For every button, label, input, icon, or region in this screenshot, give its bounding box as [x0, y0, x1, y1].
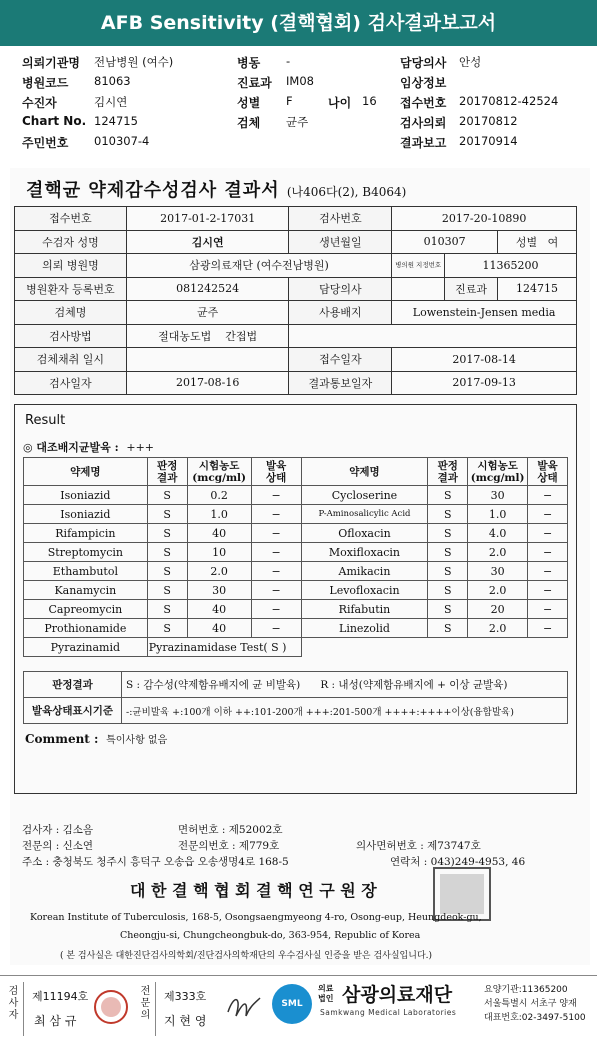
value-chart-no: 124715 — [94, 114, 138, 128]
drug-name: Levofloxacin — [301, 581, 428, 600]
info-cell: 사용배지 — [289, 301, 392, 325]
growth-std-label: 발육상태표시기준 — [24, 698, 122, 724]
specialist-no: 전문의번호 : 제779호 — [178, 840, 280, 852]
info-cell: 2017-09-13 — [392, 371, 577, 395]
comment: Comment : 특이사항 없음 — [25, 732, 168, 746]
drug-name: Pyrazinamid — [24, 638, 148, 657]
info-table — [14, 206, 577, 395]
info-cell: 11365200 — [445, 254, 577, 278]
tester-line: 검사자 : 김소음 — [22, 824, 94, 836]
info-cell: 검체명 — [15, 301, 127, 325]
result-cell: − — [251, 600, 301, 619]
result-cell: S — [147, 562, 187, 581]
label-institution: 의뢰기관명 — [22, 56, 80, 70]
result-cell: − — [251, 543, 301, 562]
drug-name: Kanamycin — [24, 581, 148, 600]
info-cell: 접수번호 — [15, 207, 127, 231]
drug-name: Ofloxacin — [301, 524, 428, 543]
label-sex: 성별 — [237, 96, 261, 110]
organization-name: 대 한 결 핵 협 회 결 핵 연 구 원 장 — [130, 881, 377, 900]
address-line: 주소 : 충청북도 청주시 흥덕구 오송읍 오송생명4로 168-5 — [22, 856, 289, 868]
result-table — [23, 457, 568, 657]
drug-name: Ethambutol — [24, 562, 148, 581]
drug-name: Streptomycin — [24, 543, 148, 562]
result-cell: S — [147, 486, 187, 505]
label-ward: 병동 — [237, 56, 261, 70]
growth-std-text: -:균비발육 +:100개 이하 ++:101-200개 +++:201-500개 ++++:++++이상(융합발육) — [122, 698, 568, 724]
info-cell: 병원환자 등록번호 — [15, 277, 127, 301]
result-label: Result — [25, 413, 66, 428]
result-cell: − — [251, 562, 301, 581]
result-cell: 30 — [468, 562, 528, 581]
result-cell: 2.0 — [468, 581, 528, 600]
result-cell: S — [428, 486, 468, 505]
result-row — [24, 543, 568, 562]
result-cell: − — [528, 543, 568, 562]
label-report-date: 결과보고 — [400, 136, 447, 150]
drug-name: Isoniazid — [24, 486, 148, 505]
english-address-1: Korean Institute of Tuberculosis, 168-5, Osongsaengmyeong 4-ro, Osong-eup, Heungdeok-gu, — [30, 912, 482, 923]
value-doctor: 안성 — [459, 55, 482, 69]
result-cell: S — [147, 524, 187, 543]
result-cell: 40 — [187, 600, 251, 619]
drug-name: Rifabutin — [301, 600, 428, 619]
scanned-report — [10, 168, 590, 965]
info-cell: 2017-08-14 — [392, 348, 577, 372]
label-specimen: 검체 — [237, 116, 261, 130]
judge-label: 판정결과 — [24, 672, 122, 698]
result-cell: S — [147, 600, 187, 619]
info-row — [15, 230, 577, 254]
result-cell: 10 — [187, 543, 251, 562]
result-header-cell: 발육 상태 — [528, 458, 568, 486]
value-age: 16 — [362, 94, 377, 108]
footer-specialist-name: 지 현 영 — [164, 1014, 207, 1028]
info-cell: 생년월일 — [289, 230, 392, 254]
label-receipt-no: 접수번호 — [400, 96, 447, 110]
result-cell: − — [528, 619, 568, 638]
value-sex: F — [286, 94, 293, 108]
result-cell: S — [428, 505, 468, 524]
label-department: 진료과 — [237, 76, 272, 90]
label-clinical-info: 임상정보 — [400, 76, 447, 90]
result-cell: 2.0 — [468, 619, 528, 638]
value-institution: 전남병원 (여수) — [94, 55, 174, 69]
result-cell: − — [251, 581, 301, 600]
info-cell — [392, 277, 445, 301]
value-department: IM08 — [286, 74, 314, 88]
label-hospital-code: 병원코드 — [22, 76, 69, 90]
info-cell: 2017-01-2-17031 — [126, 207, 289, 231]
drug-name: Linezolid — [301, 619, 428, 638]
label-doctor: 담당의사 — [400, 56, 447, 70]
result-cell: S — [147, 505, 187, 524]
info-row — [15, 324, 577, 348]
info-cell: 검사번호 — [289, 207, 392, 231]
judge-row — [24, 672, 568, 698]
label-chart-no: Chart No. — [22, 114, 87, 128]
value-request-date: 20170812 — [459, 114, 518, 128]
result-cell: S — [147, 619, 187, 638]
info-row — [15, 254, 577, 278]
pza-row — [24, 638, 568, 657]
info-cell: 검사방법 — [15, 324, 127, 348]
result-row — [24, 600, 568, 619]
result-cell: − — [528, 600, 568, 619]
result-header-cell: 발육 상태 — [251, 458, 301, 486]
drug-name: P-Aminosalicylic Acid — [301, 505, 428, 524]
info-cell: 병의원 지정번호 — [392, 254, 445, 278]
result-cell: − — [528, 505, 568, 524]
value-specimen: 균주 — [286, 115, 309, 129]
info-cell: 검체채취 일시 — [15, 348, 127, 372]
judge-text: S : 감수성(약제함유배지에 균 비발육) R : 내성(약제함유배지에 + 이상 균발육) — [122, 672, 568, 698]
result-cell: − — [528, 486, 568, 505]
doctor-license: 의사면허번호 : 제73747호 — [356, 840, 481, 852]
value-ward: - — [286, 54, 291, 68]
value-hospital-code: 81063 — [94, 74, 131, 88]
result-header-cell: 판정 결과 — [428, 458, 468, 486]
foundation-tag: 의료 법인 — [318, 984, 334, 1003]
info-row — [15, 207, 577, 231]
info-cell: 검사일자 — [15, 371, 127, 395]
phone-line: 연락처 : 043)249-4953, 46 — [390, 856, 526, 868]
value-report-date: 20170914 — [459, 134, 518, 148]
info-row — [15, 348, 577, 372]
result-header-cell: 판정 결과 — [147, 458, 187, 486]
footer-tester-id: 제11194호 — [32, 990, 89, 1003]
info-row — [15, 301, 577, 325]
signature — [224, 990, 264, 1024]
info-cell: 의뢰 병원명 — [15, 254, 127, 278]
result-cell: − — [251, 486, 301, 505]
result-cell: 1.0 — [468, 505, 528, 524]
info-cell: 절대농도법 간접법 — [126, 324, 289, 348]
footer-tester-label: 검사자 — [4, 982, 24, 1036]
info-cell: 2017-08-16 — [126, 371, 289, 395]
footer-specialist-id: 제333호 — [164, 990, 207, 1003]
patient-info — [0, 48, 597, 158]
footer — [0, 975, 597, 1041]
info-cell: 진료과 — [445, 277, 498, 301]
tester-license: 면허번호 : 제52002호 — [178, 824, 283, 836]
drug-name: Prothionamide — [24, 619, 148, 638]
info-row — [15, 371, 577, 395]
result-cell: 20 — [468, 600, 528, 619]
pza-test: Pyrazinamidase Test( S ) — [147, 638, 301, 657]
info-cell: 2017-20-10890 — [392, 207, 577, 231]
result-cell: − — [528, 524, 568, 543]
info-cell: 접수일자 — [289, 348, 392, 372]
label-age: 나이 — [328, 96, 352, 110]
result-cell: S — [428, 581, 468, 600]
footer-phone: 대표번호:02-3497-5100 — [484, 1013, 586, 1023]
info-cell: 균주 — [126, 301, 289, 325]
result-header-cell: 시험농도 (mcg/ml) — [187, 458, 251, 486]
result-row — [24, 505, 568, 524]
drug-name: Isoniazid — [24, 505, 148, 524]
result-cell: − — [251, 619, 301, 638]
result-cell: − — [251, 505, 301, 524]
result-cell: 1.0 — [187, 505, 251, 524]
sml-logo: SML — [272, 984, 312, 1024]
info-cell: 124715 — [498, 277, 577, 301]
certification-note: ( 본 검사실은 대한진단검사의학회/진단검사의학재단의 우수검사실 인증을 받은 검사실입니다.) — [60, 951, 433, 961]
result-header-cell: 약제명 — [301, 458, 428, 486]
info-cell: 081242524 — [126, 277, 289, 301]
drug-name: Amikacin — [301, 562, 428, 581]
result-cell: S — [428, 543, 468, 562]
result-cell: 40 — [187, 524, 251, 543]
info-cell: 삼광의료재단 (여수전남병원) — [126, 254, 391, 278]
report-title: 결핵균 약제감수성검사 결과서 (나406다(2), B4064) — [26, 180, 407, 201]
result-row — [24, 562, 568, 581]
result-row — [24, 486, 568, 505]
result-cell: S — [428, 562, 468, 581]
result-cell: 0.2 — [187, 486, 251, 505]
tester-seal — [92, 988, 130, 1026]
info-cell: 담당의사 — [289, 277, 392, 301]
result-cell: S — [428, 619, 468, 638]
result-header-row — [24, 458, 568, 486]
result-section — [14, 404, 577, 794]
value-resident-no: 010307-4 — [94, 134, 150, 148]
result-header-cell: 약제명 — [24, 458, 148, 486]
info-cell: 010307 — [392, 230, 498, 254]
drug-name: Capreomycin — [24, 600, 148, 619]
control-growth: ◎ 대조배지균발육 : +++ — [23, 441, 155, 454]
drug-name: Moxifloxacin — [301, 543, 428, 562]
result-cell: S — [428, 524, 468, 543]
info-cell — [289, 324, 577, 348]
footer-specialist-label: 전문의 — [136, 982, 156, 1036]
result-cell: − — [528, 581, 568, 600]
result-header-cell: 시험농도 (mcg/ml) — [468, 458, 528, 486]
result-row — [24, 524, 568, 543]
result-cell: 30 — [468, 486, 528, 505]
report-banner: AFB Sensitivity (결핵협회) 검사결과보고서 — [0, 0, 597, 46]
specialist-line: 전문의 : 신소연 — [22, 840, 94, 852]
legend-table — [23, 671, 568, 724]
result-cell: S — [147, 543, 187, 562]
drug-name: Cycloserine — [301, 486, 428, 505]
label-resident-no: 주민번호 — [22, 136, 69, 150]
result-cell: − — [528, 562, 568, 581]
result-cell: 2.0 — [468, 543, 528, 562]
info-cell: 결과통보일자 — [289, 371, 392, 395]
english-address-2: Cheongju-si, Chungcheongbuk-do, 363-954, Republic of Korea — [120, 930, 421, 941]
result-cell: S — [428, 600, 468, 619]
drug-name: Rifampicin — [24, 524, 148, 543]
label-patient: 수진자 — [22, 96, 57, 110]
info-cell: Lowenstein-Jensen media — [392, 301, 577, 325]
brand-english: Samkwang Medical Laboratories — [320, 1008, 457, 1017]
info-cell: 성별 여 — [498, 230, 577, 254]
info-cell — [126, 348, 289, 372]
brand-name: 삼광의료재단 — [342, 984, 453, 1006]
result-row — [24, 581, 568, 600]
report-subtitle: (나406다(2), B4064) — [286, 185, 407, 199]
footer-address: 서울특별시 서초구 양재 — [484, 999, 577, 1009]
growth-std-row — [24, 698, 568, 724]
result-cell: − — [251, 524, 301, 543]
footer-tester-name: 최 삼 규 — [34, 1014, 77, 1028]
value-patient: 김시연 — [94, 95, 128, 109]
info-cell: 김시연 — [126, 230, 289, 254]
value-receipt-no: 20170812-42524 — [459, 94, 559, 108]
result-row — [24, 619, 568, 638]
institution-code: 요양기관:11365200 — [484, 985, 568, 995]
result-cell: 40 — [187, 619, 251, 638]
result-cell: 2.0 — [187, 562, 251, 581]
info-row — [15, 277, 577, 301]
result-cell: 4.0 — [468, 524, 528, 543]
empty-cell — [301, 638, 567, 657]
result-cell: 30 — [187, 581, 251, 600]
info-cell: 수검자 성명 — [15, 230, 127, 254]
label-request-date: 검사의뢰 — [400, 116, 447, 130]
result-cell: S — [147, 581, 187, 600]
